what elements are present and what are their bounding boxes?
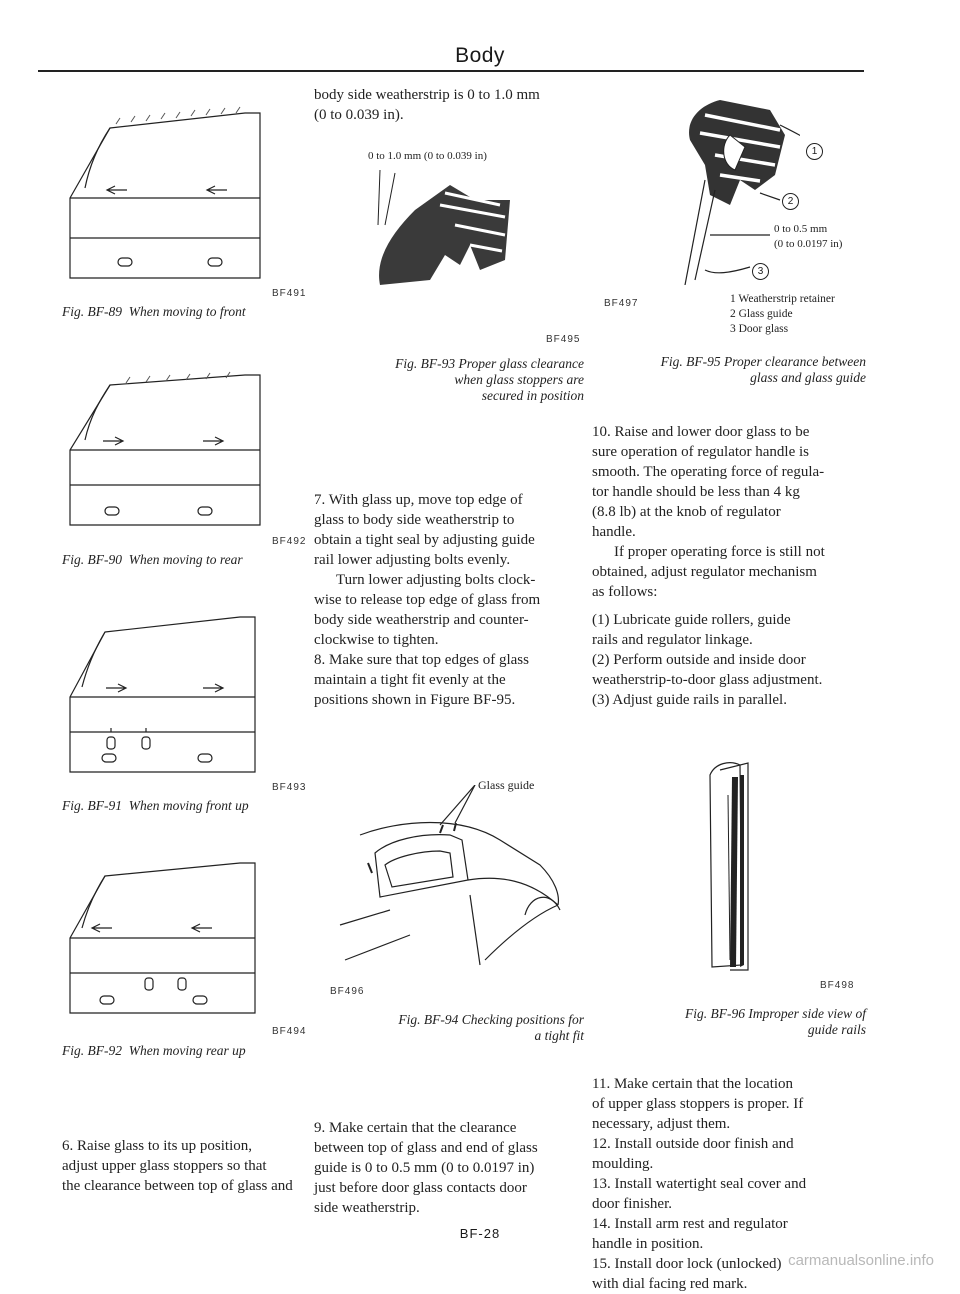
text-line: 15. Install door lock (unlocked) (592, 1256, 782, 1272)
figure-bf92-number: Fig. BF-92 (62, 1043, 122, 1058)
text-line: clockwise to tighten. (314, 632, 439, 648)
figure-bf94-caption (330, 1012, 584, 1044)
caption-line: a tight fit (534, 1028, 584, 1043)
text-line: 6. Raise glass to its up position, (62, 1138, 253, 1154)
text-line: Turn lower adjusting bolts clock- (336, 572, 536, 588)
text-line: (2) Perform outside and inside door (592, 652, 806, 668)
text-line: side weatherstrip. (314, 1200, 420, 1216)
text-line: as follows: (592, 584, 658, 600)
text-line: (3) Adjust guide rails in parallel. (592, 692, 787, 708)
text-line: moulding. (592, 1156, 654, 1172)
text-line: obtained, adjust regulator mechanism (592, 564, 817, 580)
figure-bf93-caption (330, 356, 584, 404)
text-line: smooth. The operating force of regula- (592, 464, 825, 480)
legend-item: 1 Weatherstrip retainer (730, 293, 835, 305)
text-line: (0 to 0.039 in). (314, 107, 404, 123)
text-line: 14. Install arm rest and regulator (592, 1216, 788, 1232)
text-line: handle in position. (592, 1236, 704, 1252)
watermark[interactable]: carmanualsonline.info (788, 1252, 934, 1269)
text-line: tor handle should be less than 4 kg (592, 484, 800, 500)
figure-bf93-number: Fig. BF-93 (395, 356, 456, 371)
text-line: handle. (592, 524, 636, 540)
figure-bf95-title: Proper clearance between (724, 354, 866, 369)
page-title: Body (455, 44, 505, 67)
figure-bf95-code: BF497 (604, 298, 639, 309)
step-6-continued (314, 85, 584, 125)
figure-bf95-legend (730, 292, 835, 337)
text-line: (8.8 lb) at the knob of regulator (592, 504, 781, 520)
text-line: adjust upper glass stoppers so that (62, 1158, 267, 1174)
text-line: rail lower adjusting bolts evenly. (314, 552, 511, 568)
caption-line: glass and glass guide (750, 370, 866, 385)
legend-item: 3 Door glass (730, 323, 789, 335)
figure-bf91-title: When moving front up (128, 798, 249, 813)
header-rule (38, 70, 864, 72)
callout-2: 2 (782, 193, 799, 210)
text-line: weatherstrip-to-door glass adjustment. (592, 672, 823, 688)
text-line: glass to body side weatherstrip to (314, 512, 515, 528)
figure-bf96-diagram (700, 755, 770, 975)
figure-bf95-number: Fig. BF-95 (660, 354, 721, 369)
figure-bf95-caption (590, 354, 866, 386)
dimension-line: (0 to 0.0197 in) (774, 238, 843, 250)
figure-bf92-diagram (60, 838, 310, 1023)
figure-bf90-title: When moving to rear (128, 552, 243, 567)
text-line: between top of glass and end of glass (314, 1140, 538, 1156)
figure-bf89-diagram (60, 88, 310, 288)
figure-bf91-number: Fig. BF-91 (62, 798, 122, 813)
figure-bf93-title: Proper glass clearance (458, 356, 584, 371)
text-line: obtain a tight seal by adjusting guide (314, 532, 535, 548)
text-line: just before door glass contacts door (314, 1180, 527, 1196)
figure-bf96-number: Fig. BF-96 (685, 1006, 746, 1021)
text-line: (1) Lubricate guide rollers, guide (592, 612, 791, 628)
text-line: necessary, adjust them. (592, 1116, 731, 1132)
text-line: 9. Make certain that the clearance (314, 1120, 517, 1136)
figure-bf89-code: BF491 (272, 288, 307, 299)
callout-3: 3 (752, 263, 769, 280)
figure-bf95-diagram (660, 85, 800, 285)
figure-bf92-code: BF494 (272, 1026, 307, 1037)
figure-bf94-title: Checking positions for (461, 1012, 584, 1027)
text-line: body side weatherstrip and counter- (314, 612, 529, 628)
text-line: wise to release top edge of glass from (314, 592, 541, 608)
figure-bf95-dimension (774, 222, 842, 252)
figure-bf90-caption (62, 552, 243, 568)
figure-bf94-label: Glass guide (478, 778, 535, 792)
figure-bf94-diagram (330, 785, 590, 985)
text-line: 10. Raise and lower door glass to be (592, 424, 810, 440)
text-line: 13. Install watertight seal cover and (592, 1176, 807, 1192)
figure-bf96-caption (590, 1006, 866, 1038)
text-line: sure operation of regulator handle is (592, 444, 810, 460)
figure-bf93-code: BF495 (546, 334, 581, 345)
text-line: rails and regulator linkage. (592, 632, 753, 648)
text-line: with dial facing red mark. (592, 1276, 748, 1292)
figure-bf89-title: When moving to front (128, 304, 246, 319)
figure-bf94-number: Fig. BF-94 (398, 1012, 459, 1027)
text-line: guide is 0 to 0.5 mm (0 to 0.0197 in) (314, 1160, 535, 1176)
figure-bf96-title: Improper side view of (748, 1006, 866, 1021)
text-line: 8. Make sure that top edges of glass (314, 652, 529, 668)
text-line: door finisher. (592, 1196, 672, 1212)
text-line: of upper glass stoppers is proper. If (592, 1096, 804, 1112)
caption-line: guide rails (807, 1022, 866, 1037)
step-10-text (592, 422, 868, 710)
text-line: the clearance between top of glass and (62, 1178, 293, 1194)
step-7-text (314, 490, 586, 710)
legend-item: 2 Glass guide (730, 308, 793, 320)
figure-bf96-code: BF498 (820, 980, 855, 991)
figure-bf90-diagram (60, 355, 310, 535)
text-line: maintain a tight fit evenly at the (314, 672, 506, 688)
figure-bf93-label: 0 to 1.0 mm (0 to 0.039 in) (368, 150, 487, 162)
figure-bf89-number: Fig. BF-89 (62, 304, 122, 319)
text-line: 7. With glass up, move top edge of (314, 492, 523, 508)
caption-line: secured in position (481, 388, 584, 403)
figure-bf91-caption (62, 798, 249, 814)
text-line: 12. Install outside door finish and (592, 1136, 794, 1152)
dimension-line: 0 to 0.5 mm (774, 223, 828, 235)
text-line: 11. Make certain that the location (592, 1076, 794, 1092)
text-line: positions shown in Figure BF-95. (314, 692, 516, 708)
figure-bf91-code: BF493 (272, 782, 307, 793)
text-line: If proper operating force is still not (614, 544, 825, 560)
callout-1: 1 (806, 143, 823, 160)
step-6-text (62, 1136, 312, 1196)
figure-bf94-code: BF496 (330, 986, 365, 997)
figure-bf90-number: Fig. BF-90 (62, 552, 122, 567)
caption-line: when glass stoppers are (454, 372, 584, 387)
text-line: body side weatherstrip is 0 to 1.0 mm (314, 87, 540, 103)
figure-bf92-caption (62, 1043, 246, 1059)
figure-bf89-caption (62, 304, 246, 320)
figure-bf93-diagram (360, 165, 540, 305)
step-9-text (314, 1118, 586, 1218)
figure-bf92-title: When moving rear up (128, 1043, 246, 1058)
figure-bf91-diagram (60, 592, 310, 782)
figure-bf90-code: BF492 (272, 536, 307, 547)
page-number: BF-28 (459, 1226, 501, 1241)
